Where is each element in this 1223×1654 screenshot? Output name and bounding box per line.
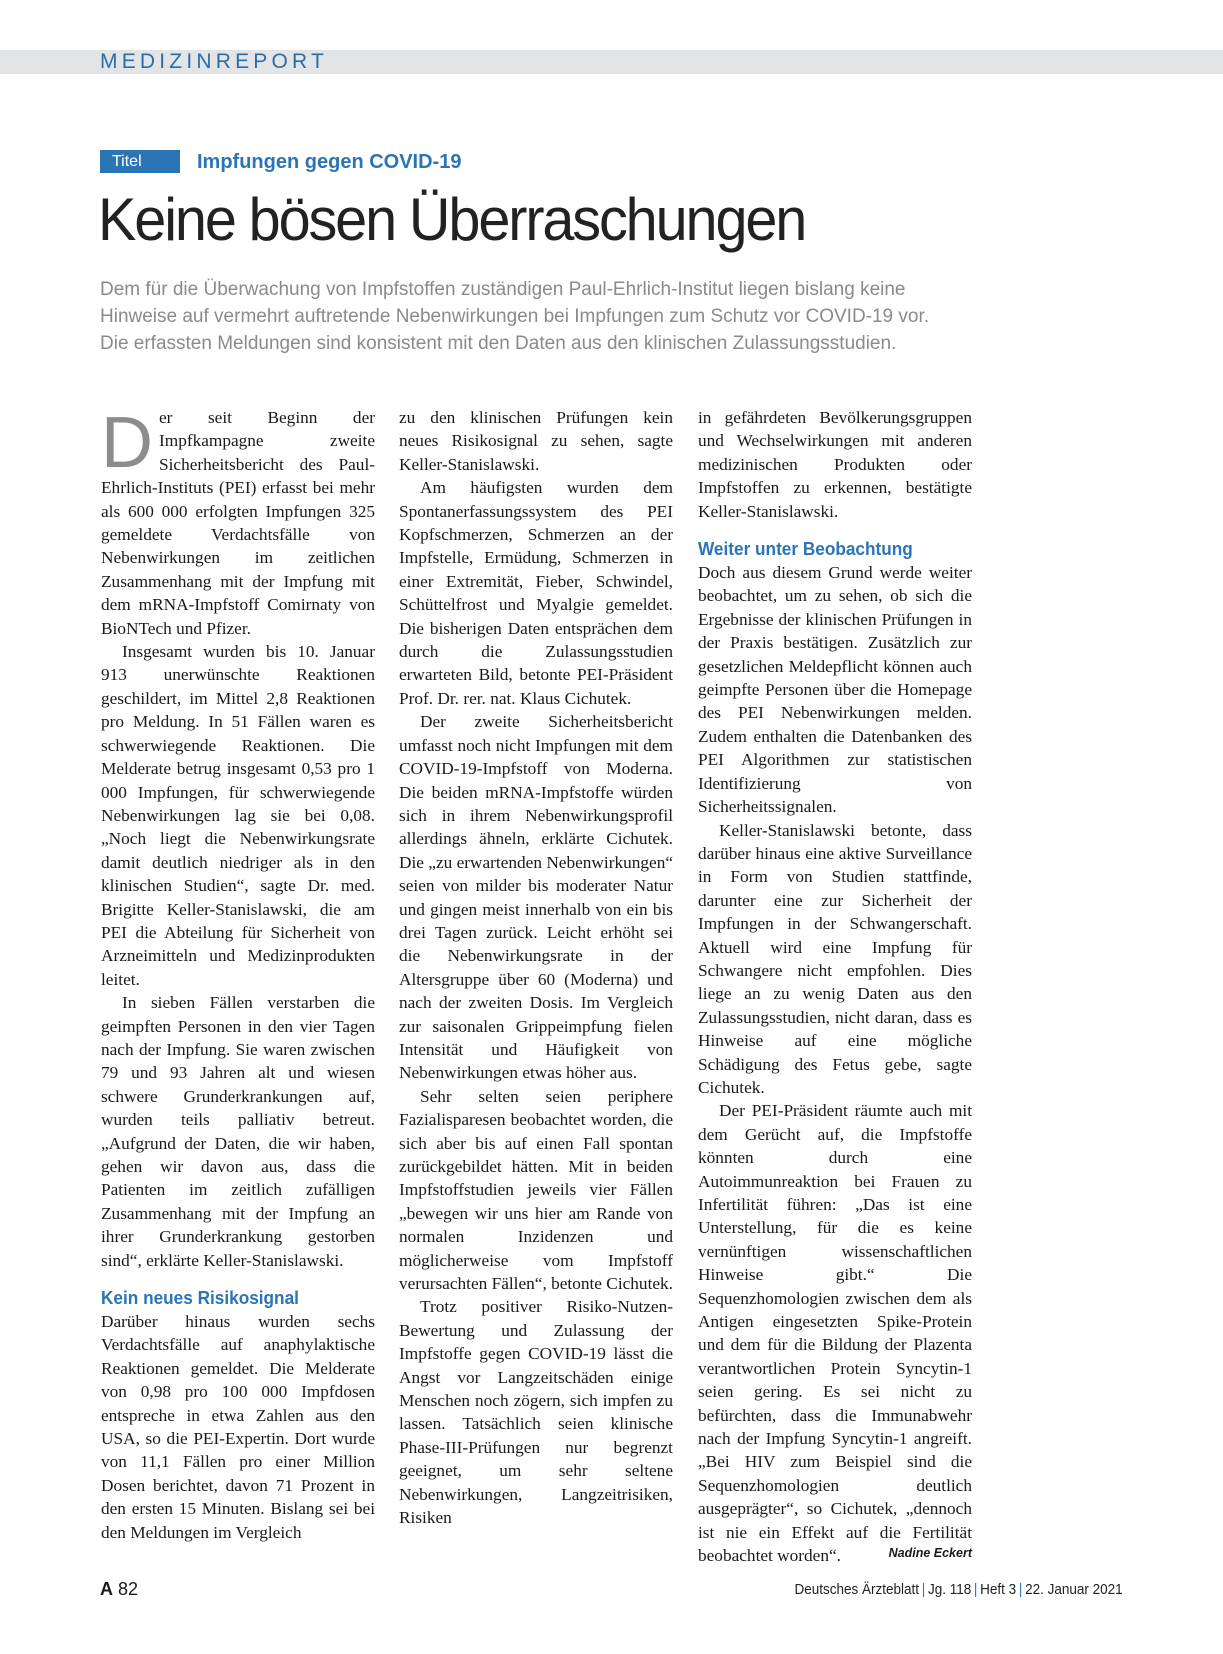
paragraph: Der PEI-Präsident räumte auch mit dem Gerücht auf, die Impfstoffe könnten durch eine Autoimmunreaktion bei Frauen zu Infertilität führen: „Das ist eine Unterstellung, für die es keine vernünftigen wissenschaftlichen Hinweise gibt.“ Die Sequenzhomologien zwischen dem als Antigen eingesetzten Spike-Protein und dem für die Bildung der Plazenta verantwortlichen Protein Syncytin-1 seien gering. Es sei nicht zu befürchten, dass die Immunabwehr nach der Impfung Syncytin-1 angreift. „Bei HIV zum Beispiel sind die Sequenzhomologien deutlich ausgeprägter“, so Cichutek, „dennoch ist nie ein Effekt auf die Fertilität beobachtet worden“. [698,1101,972,1566]
paragraph-text: er seit Beginn der Impfkampagne zweite Sicherheitsbericht des Paul-Ehrlich-Instituts (PEI) erfasst bei mehr als 600 000 erfolgten Impfungen 325 gemeldete Verdachtsfälle von Nebenwirkungen im zeitlichen Zusammenhang mit der Impfung mit dem mRNA-Impfstoff Comirnaty von BioNTech und Pfizer. [101,408,375,638]
paragraph: Am häufigsten wurden dem Spontanerfassungssystem des PEI Kopfschmerzen, Schmerzen an der Impfstelle, Ermüdung, Schmerzen in einer Extremität, Fieber, Schwindel, Schüttelfrost und Myalgie gemeldet. Die bisherigen Daten entsprächen dem durch die Zulassungsstudien erwarteten Bild, betonte PEI-Präsident Prof. Dr. rer. nat. Klaus Cichutek. [399,478,673,708]
headline: Keine bösen Überraschungen [98,186,806,253]
paragraph: Doch aus diesem Grund werde weiter beobachtet, um zu sehen, ob sich die Ergebnisse der klinischen Prüfungen in der Praxis bestätigen. Zusätzlich zur gesetzlichen Meldepflicht können auch geimpfte Personen über die Homepage des PEI Nebenwirkungen melden. Zudem enthalten die Datenbanken des PEI Algorithmen zur statistischen Identifizierung von Sicherheitssignalen. [698,563,972,817]
subheading: Kein neues Risikosignal [101,1287,299,1309]
footer-separator: | [974,1581,978,1598]
paragraph: Darüber hinaus wurden sechs Verdachtsfälle auf anaphylaktische Reaktionen gemeldet. Die Melderate von 0,98 pro 100 000 Impfdosen entspreche in etwa Zahlen aus den USA, so die PEI-Expertin. Dort wurde von 11,1 Fällen pro einer Million Dosen berichtet, davon 71 Prozent in den ersten 15 Minuten. Bislang sei bei den Meldungen im Vergleich [101,1312,375,1542]
paragraph [101,403,375,640]
text-column-1 [101,403,375,1544]
kicker: Impfungen gegen COVID-19 [197,151,462,173]
paragraph: Insgesamt wurden bis 10. Januar 913 unerwünschte Reaktionen geschildert, im Mittel 2,8 Reaktionen pro Meldung. In 51 Fällen waren es schwerwiegende Reaktionen. Die Melderate betrug insgesamt 0,53 pro 1 000 Impfungen, für schwerwiegende Nebenwirkungen lag sie bei 0,08. „Noch liegt die Nebenwirkungsrate damit deutlich niedriger als in den klinischen Studien“, sagte Dr. med. Brigitte Keller-Stanislawski, die am PEI die Abteilung für Sicherheit von Arzneimitteln und Medizinprodukten leitet. [101,642,375,989]
drop-cap: D [101,403,153,483]
journal-volume: Jg. 118 [928,1581,972,1598]
text-column-2 [399,406,673,1530]
journal-issue: Heft 3 [980,1581,1017,1598]
paragraph: Der zweite Sicherheitsbericht umfasst noch nicht Impfungen mit dem COVID-19-Impfstoff von Moderna. Die beiden mRNA-Impfstoffe würden sich in ihrem Nebenwirkungsprofil allerdings ähneln, erklärte Cichutek. Die „zu erwartenden Nebenwirkungen“ seien von milder bis moderater Natur und gingen meist innerhalb von ein bis drei Tagen zurück. Leicht erhöht sei die Nebenwirkungsrate in der Altersgruppe über 60 (Moderna) und nach der zweiten Dosis. Im Vergleich zur saisonalen Grippeimpfung fielen Intensität und Häufigkeit von Nebenwirkungen etwas höher aus. [399,712,673,1083]
footer-separator: | [1019,1581,1023,1598]
footer-separator: | [922,1581,926,1598]
page-number-value: 82 [118,1579,139,1599]
paragraph: In sieben Fällen verstarben die geimpften Personen in den vier Tagen nach der Impfung. Sie waren zwischen 79 und 93 Jahren alt und wiesen schwere Grunderkrankungen auf, wurden teils palliativ betreut. „Aufgrund der Daten, die wir haben, gehen wir davon aus, dass die Patienten im zeitlich zufälligen Zusammenhang mit der Impfung an ihrer Grunderkrankung gestorben sind“, erklärte Keller-Stanislawski. [101,993,375,1270]
author-byline: Nadine Eckert [888,1546,972,1561]
subheading: Weiter unter Beobachtung [698,538,913,560]
journal-footer [795,1580,1123,1600]
paragraph: zu den klinischen Prüfungen kein neues Risikosignal zu sehen, sagte Keller-Stanislawski. [399,408,673,474]
paragraph: Keller-Stanislawski betonte, dass darüber hinaus eine aktive Surveillance in Form von Studien stattfinde, darunter eine zur Sicherheit der Impfungen in der Schwangerschaft. Aktuell wird eine Impfung für Schwangere nicht empfohlen. Dies liege an zu wenig Daten aus den Zulassungsstudien, nicht daran, dass es Hinweise auf eine mögliche Schädigung des Fetus gebe, sagte Cichutek. [698,820,972,1097]
paragraph: in gefährdeten Bevölkerungsgruppen und Wechselwirkungen mit anderen medizinischen Produkten oder Impfstoffen zu erkennen, bestätigte Keller-Stanislawski. [698,408,972,521]
lead-paragraph: Dem für die Überwachung von Impfstoffen zuständigen Paul-Ehrlich-Institut liegen bislang keine Hinweise auf vermehrt auftretende Nebenwirkungen bei Impfungen zum Schutz vor COVID-19 vor. Die erfassten Meldungen sind konsistent mit den Daten aus den klinischen Zulassungsstudien. [100,279,930,354]
page-prefix: A [100,1579,113,1599]
paragraph: Trotz positiver Risiko-Nutzen-Bewertung und Zulassung der Impfstoffe gegen COVID-19 lässt die Angst vor Langzeitschäden einige Menschen noch zögern, sich impfen zu lassen. Tatsächlich seien klinische Phase-III-Prüfungen nur begrenzt geeignet, um sehr seltene Nebenwirkungen, Langzeitrisiken, Risiken [399,1297,673,1528]
page-number [100,1578,138,1600]
journal-name: Deutsches Ärzteblatt [794,1581,920,1598]
paragraph: Sehr selten seien periphere Fazialisparesen beobachtet worden, die sich aber bis auf einen Fall spontan zurückgebildet hätten. Mit in beiden Impfstoffstudien jeweils vier Fällen „bewegen wir uns hier am Rande von normalen Inzidenzen und möglicherweise vom Impfstoff verursachten Fällen“, betonte Cichutek. [399,1086,674,1294]
category-tag: Titel [100,150,180,173]
text-column-3 [698,406,972,1568]
section-label: MEDIZINREPORT [100,50,329,73]
journal-date: 22. Januar 2021 [1025,1581,1123,1598]
closing-paragraph-wrap [698,1099,972,1567]
